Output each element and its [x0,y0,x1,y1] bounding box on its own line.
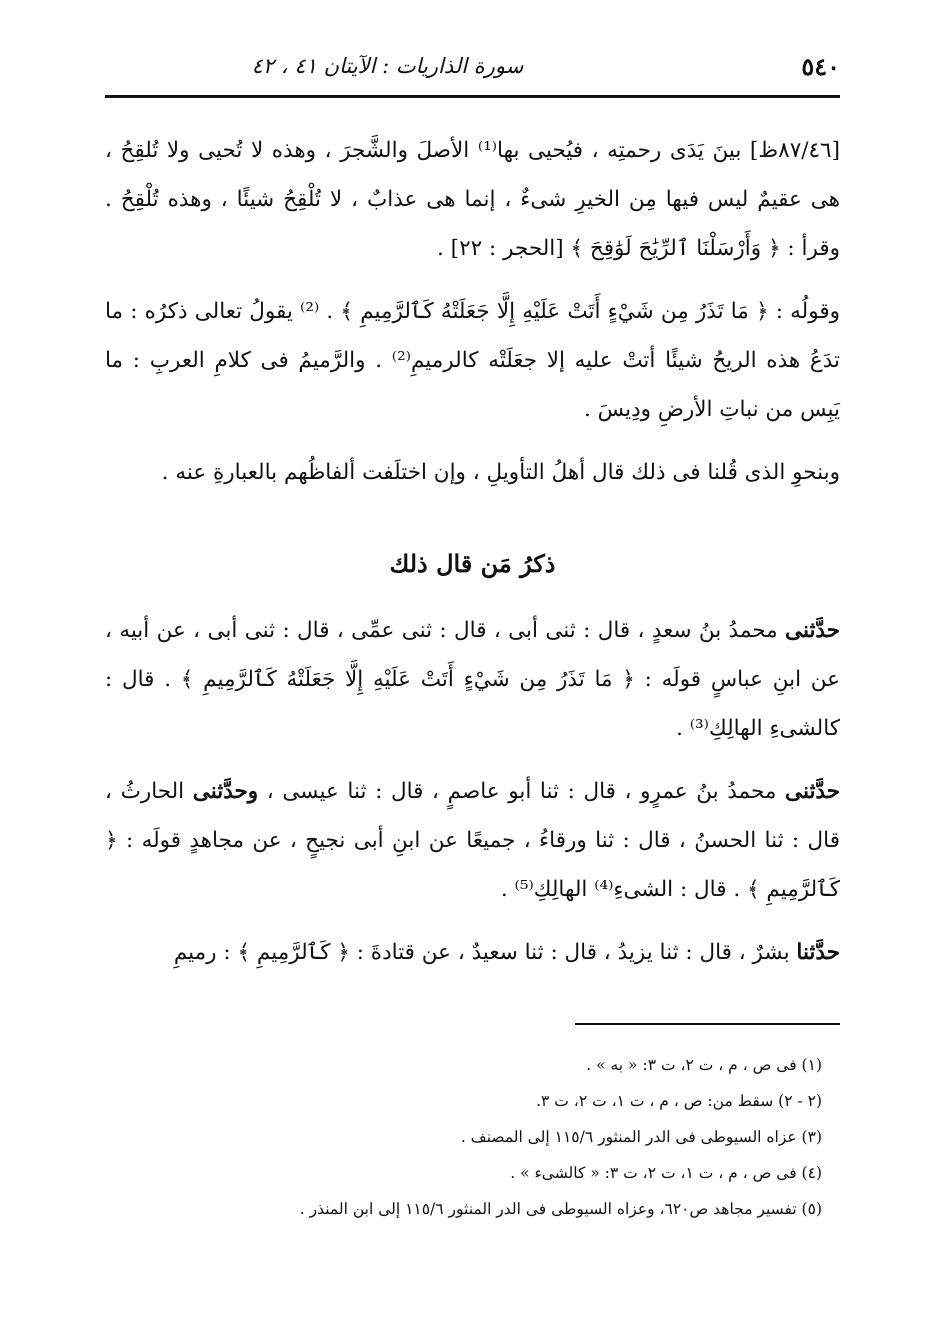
footnote-4: (٤) فى ص ، م ، ت ١، ت ٢، ت ٣: « كالشىء » . [510,1164,822,1182]
narration-text: محمدُ بنُ عمرٍو ، قال : ثنا أبو عاصمٍ ، قال : ثنا عيسى ، [258,779,786,804]
paragraph-6 [105,928,840,977]
narration-lead: حدَّثنى [785,779,840,804]
paragraph-5 [105,767,840,914]
footnote-2: (٢ - ٢) سقط من: ص ، م ، ت ١، ت ٢، ت ٣. [536,1092,822,1110]
footnotes [105,1047,840,1227]
footnote-3: (٣) عزاه السيوطى فى الدر المنثور ١١٥/٦ إلى المصنف . [460,1128,822,1146]
narration-lead: حدَّثنا [796,940,840,965]
paragraph-1: [٨٧/٤٦ظ] بينَ يَدَى رحمتِه ، فيُحيى بها⁽¹⁾ الأصلَ والشَّجرَ ، وهذه لا تُحيى ولا تُلقِحُ ، هى عقيمٌ ليس فيها مِن الخيرِ شىءٌ ، إنما هى عذابٌ ، لا تُلْقِحُ شيئًا ، وهذه تُلْقِحُ . وقرأ : ﴿ وَأَرْسَلْنَا ٱلرِّيَٰحَ لَوَٰقِحَ ﴾ [الحجر : ٢٢] . [105,138,840,261]
page-header [105,40,840,92]
header-rule [105,95,840,98]
footnote-1: (١) فى ص ، م ، ت ٢، ت ٣: « به » . [586,1056,822,1074]
footnote-5: (٥) تفسير مجاهد ص٦٢٠، وعزاه السيوطى فى الدر المنثور ١١٥/٦ إلى ابن المنذر . [299,1200,822,1218]
paragraph-4 [105,606,840,753]
section-heading: ذكرُ مَن قال ذلك [389,549,556,578]
narration-text: محمدُ بنُ سعدٍ ، قال : ثنى أبى ، قال : ثنى عمِّى ، قال : ثنى أبى ، عن أبيه ، عن ابنِ عباسٍ قولَه : ﴿ مَا تَذَرُ مِن شَيْءٍ أَتَتْ عَلَيْهِ إِلَّا جَعَلَتْهُ كَٱلرَّمِيمِ ﴾ . قال : كالشىءِ الهالِكِ⁽³⁾ . [105,618,840,741]
narration-lead-second: وحدَّثنى [192,779,259,804]
paragraph-2: وقولُه : ﴿ مَا تَذَرُ مِن شَيْءٍ أَتَتْ عَلَيْهِ إِلَّا جَعَلَتْهُ كَٱلرَّمِيمِ ﴾ . ⁽²⁾ يقولُ تعالى ذكرُه : ما تدَعُ هذه الريحُ شيئًا أتتْ عليه إلا جعَلَتْه كالرميمِ⁽²⁾ . والرَّميمُ فى كلامِ العربِ : ما يَبِس من نباتِ الأرضِ ودِيسَ . [105,299,840,422]
footnote-rule [575,1023,840,1025]
narration-lead: حدَّثنى [785,618,840,643]
narration-text: بشرٌ ، قال : ثنا يزيدُ ، قال : ثنا سعيدٌ ، عن قتادةَ : ﴿ كَٱلرَّمِيمِ ﴾ : رميمِ [173,940,797,965]
paragraph-3: وبنحوِ الذى قُلنا فى ذلك قال أهلُ التأويلِ ، وإن اختلَفت ألفاظُهم بالعبارةِ عنه . [161,460,840,485]
main-text [105,126,840,977]
page-number: ٥٤٠ [801,52,840,81]
running-title: سورة الذاريات : الآيتان ٤١ ، ٤٢ [251,54,524,78]
book-page [105,40,840,1227]
narration-text-second: الحارثُ ، قال : ثنا الحسنُ ، قال : ثنا ورقاءُ ، جميعًا عن ابنِ أبى نجيحٍ ، عن مجاهدٍ قولَه : ﴿ كَٱلرَّمِيمِ ﴾ . قال : الشىءِ⁽⁴⁾ الهالِكِ⁽⁵⁾ . [105,779,840,902]
